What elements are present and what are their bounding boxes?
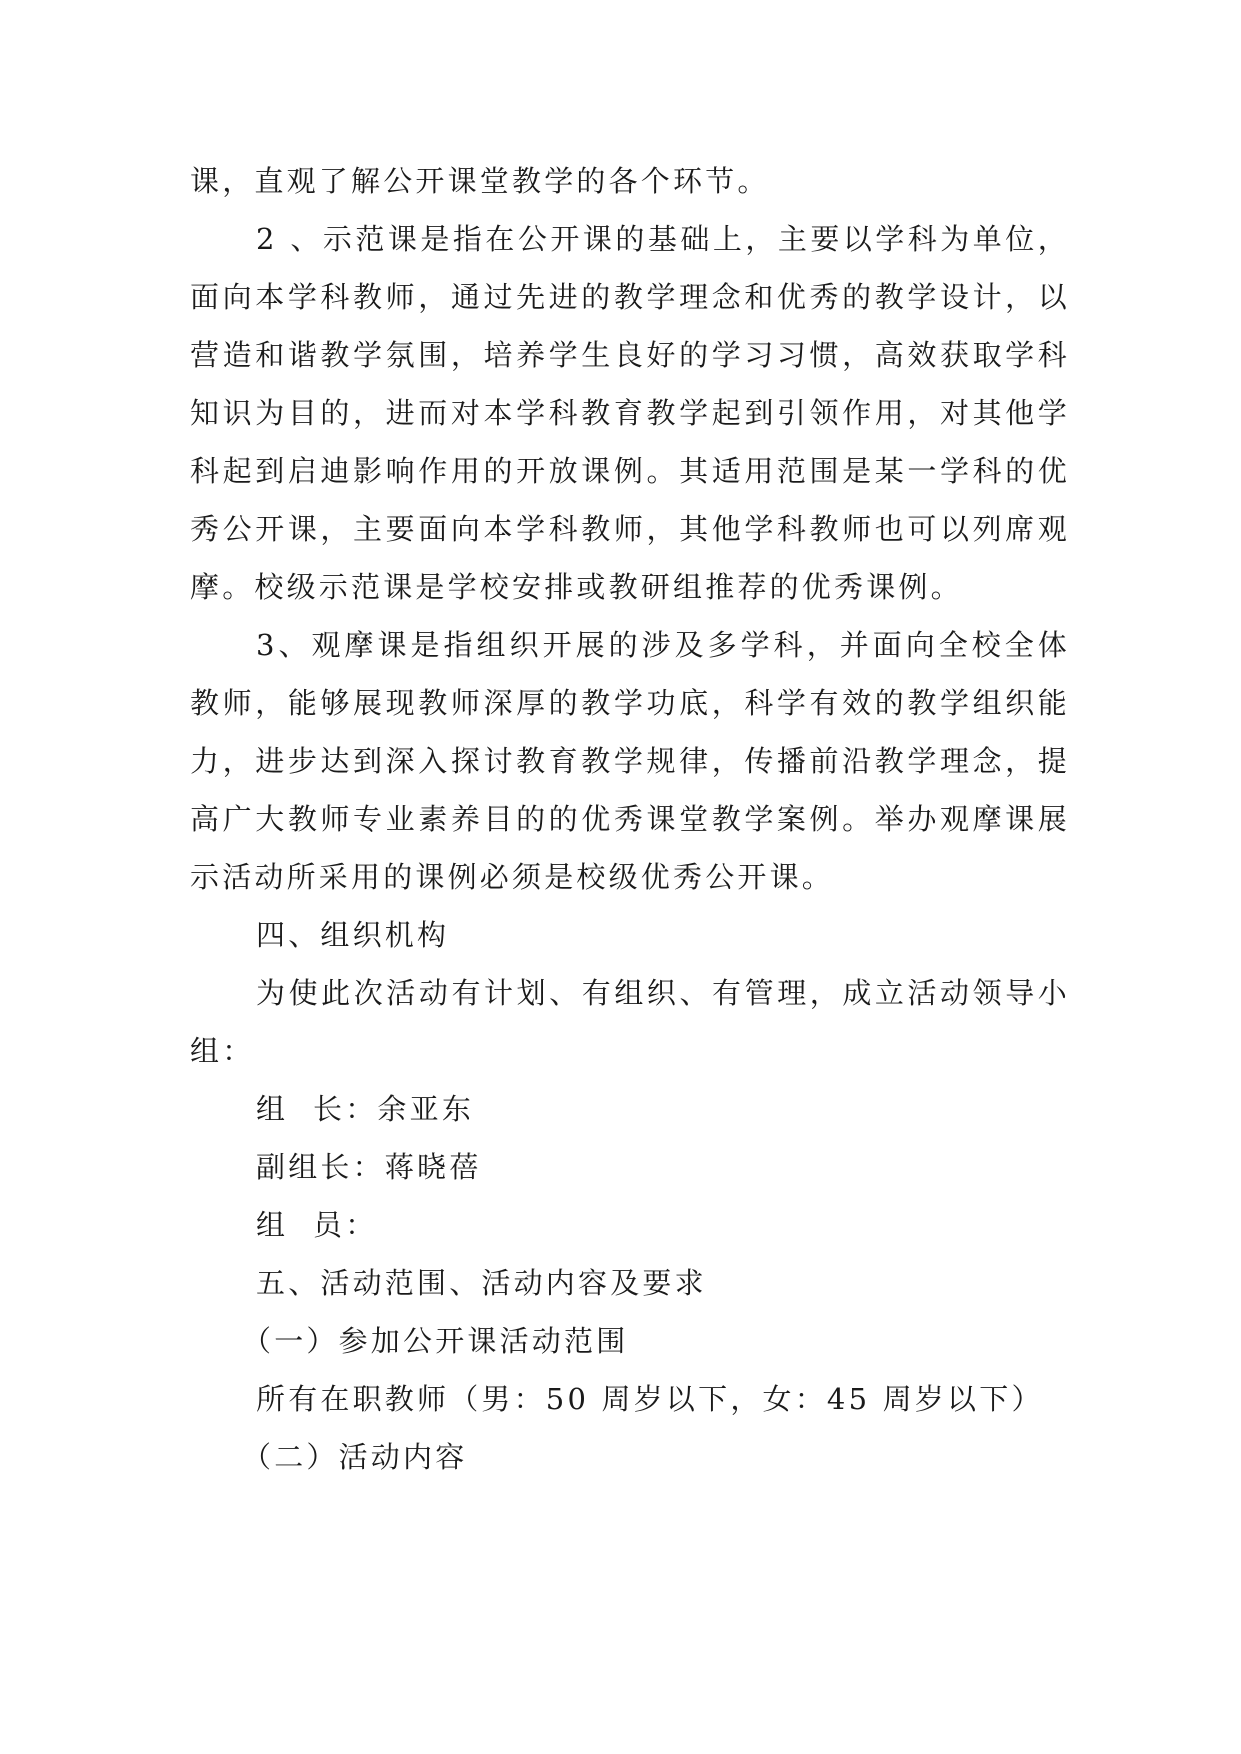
section-heading-scope: 五、活动范围、活动内容及要求 — [256, 1266, 707, 1300]
group-members-line: 组 员： — [256, 1208, 378, 1242]
demo-lesson-paragraph: 2 、示范课是指在公开课的基础上，主要以学科为单位，面向本学科教师，通过先进的教学理念和优秀的教学设计，以营造和谐教学氛围，培养学生良好的学习习惯，高效获取学科知识为目的，进而对本学科教育教学起到引领作用，对其他学科起到启迪影响作用的开放课例。其适用范围是某一学科的优秀公开课，主要面向本学科教师，其他学科教师也可以列席观摩。校级示范课是学校安排或教研组推荐的优秀课例。 — [190, 222, 1070, 604]
section-heading-organization: 四、组织机构 — [256, 918, 450, 952]
group-leader-line: 组 长：余亚东 — [256, 1092, 475, 1126]
subsection-heading-scope: （一）参加公开课活动范围 — [242, 1324, 629, 1358]
continuation-paragraph: 课，直观了解公开课堂教学的各个环节。 — [190, 164, 770, 198]
document-body — [190, 152, 1070, 1486]
scope-text-line: 所有在职教师（男：50 周岁以下，女：45 周岁以下） — [256, 1382, 1044, 1416]
vice-leader-line: 副组长：蒋晓蓓 — [256, 1150, 482, 1184]
organization-intro-paragraph: 为使此次活动有计划、有组织、有管理，成立活动领导小组： — [190, 976, 1070, 1068]
observation-lesson-paragraph: 3、观摩课是指组织开展的涉及多学科，并面向全校全体教师，能够展现教师深厚的教学功底，科学有效的教学组织能力，进步达到深入探讨教育教学规律，传播前沿教学理念，提高广大教师专业素养目的的优秀课堂教学案例。举办观摩课展示活动所采用的课例必须是校级优秀公开课。 — [190, 628, 1070, 894]
subsection-heading-content: （二）活动内容 — [242, 1440, 468, 1474]
